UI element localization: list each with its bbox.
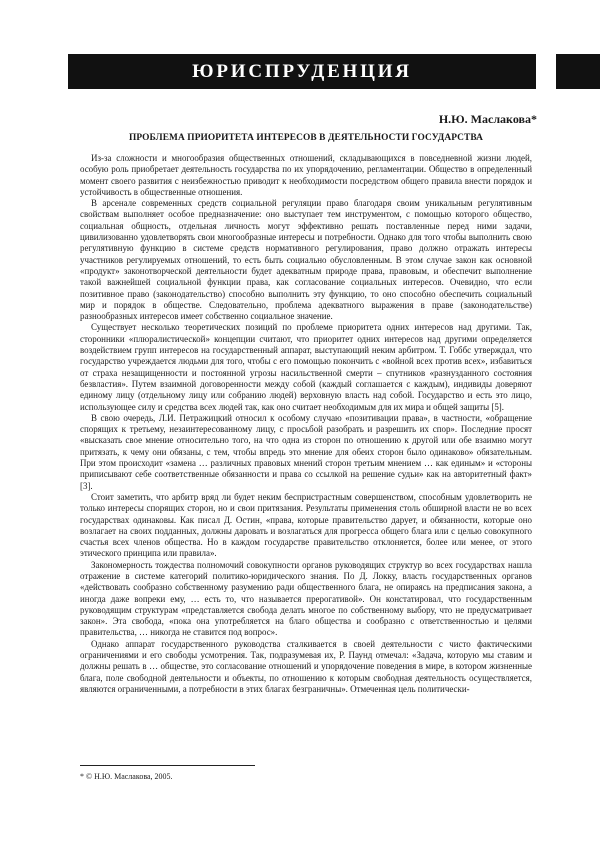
section-title: ЮРИСПРУДЕНЦИЯ [192, 61, 412, 82]
section-edge-tab [556, 54, 600, 89]
article-body [80, 153, 532, 695]
article-title: ПРОБЛЕМА ПРИОРИТЕТА ИНТЕРЕСОВ В ДЕЯТЕЛЬНОСТИ ГОСУДАРСТВА [128, 133, 483, 143]
body-paragraph: Закономерность тождества полномочий совокупности органов руководящих структур во всех государствах нашла отражение в системе категорий политико-юридического знания. По Д. Локку, власть государственных органов «действовать сообразно собственному разумению ради общественного блага, не опираясь на предписания закона, а иногда даже вопреки ему, … есть то, что называется прерогативой». Он констатировал, что государственным руководящим структурам «представляется свобода делать многое по собственному выбору, что не предусматривает закон». Эта свобода, «пока она употребляется на благо общества и сообразно с ответственностью и целями правительства, … никогда не ставится под вопрос». [80, 559, 532, 638]
body-paragraph: В свою очередь, Л.И. Петражицкий относил к особому случаю «позитивации права», в частности, «обращение спорящих к третьему, незаинтересованному лицу, с просьбой разобрать и разрешить их спор». Последние просят «высказать свое мнение относительно того, на что одна из сторон по отношению к другой или обе взаимно могут притязать, к чему они обязаны, с тем, чтобы впредь это мнение для обеих сторон было одинаково» обязательным. При этом происходит «замена … различных правовых мнений сторон третьим мнением … как единым» и «стороны приписывают себе соответственные обязанности и права со ссылкой на решение судьи» как на авторитетный факт» [3]. [80, 412, 532, 491]
footnote: * © Н.Ю. Маслакова, 2005. [80, 772, 173, 781]
section-banner [68, 54, 536, 89]
body-paragraph: В арсенале современных средств социальной регуляции право благодаря своим уникальным регулятивным свойствам выполняет особое предназначение: оно выступает тем инструментом, с помощью которого общество, социальная общность, отдельная личность могут эффективно решать поставленные перед ними задачи, цивилизованно удовлетворять свои многообразные интересы и потребности. Однако для того чтобы выполнить свою регулятивную функцию в системе средств нормативного регулирования, право должно отражать интересы участников регулируемых отношений, то есть быть социально обусловленным. В этом случае закон как основной «продукт» законотворческой деятельности будет адекватным природе права, правовым, и обеспечит выполнение такой важнейшей социальной функции права, как согласование социальных интересов. Очевидно, что если позитивное право (законодательство) способно выполнить эту функцию, то оно способно обеспечить социальный мир и порядок в обществе. Следовательно, проблема адекватного выражения в праве (законодательстве) разнообразных интересов имеет собственно социальное значение. [80, 198, 532, 322]
body-paragraph: Существует несколько теоретических позиций по проблеме приоритета одних интересов над другими. Так, сторонники «плюралистической» концепции считают, что приоритет одних интересов над другими определяется воздействием групп интересов на государственный аппарат, выступающий неким арбитром. Т. Гоббс утверждал, что государство учреждается людьми для того, чтобы с его помощью покончить с «войной всех против всех», избавиться от страха незащищенности и постоянной угрозы насильственной смерти – спутников «разнузданного состояния безвластия». Путем взаимной договоренности между собой (каждый соглашается с каждым), индивиды доверяют единому лицу (отдельному лицу или собранию людей) верховную власть над собой. Государство и есть это лицо, использующее силу и средства всех людей так, как оно считает необходимым для их мира и общей защиты [5]. [80, 322, 532, 412]
body-paragraph: Однако аппарат государственного руководства сталкивается в своей деятельности с чисто фактическими ограничениями и его свободы усмотрения. Так, подразумевая их, Р. Паунд отмечал: «Задача, которую мы ставим и должны решать в … обществе, это согласование отношений и упорядочение поведения в мире, в котором жизненные блага, поле свободной деятельности и объекты, по отношению к которым свободная деятельность осуществляется, являются ограниченными, а потребности в этих благах безграничны». Отмеченная цель политически- [80, 638, 532, 694]
footnote-divider [80, 765, 255, 766]
body-paragraph: Из-за сложности и многообразия общественных отношений, складывающихся в повседневной жизни людей, особую роль приобретает деятельность государства по их упорядочению, регламентации. Общество в определенный момент своего развития с неизбежностью приводит к необходимости посредством общего правила внести порядок и устойчивость в общественные отношения. [80, 153, 532, 197]
body-paragraph: Стоит заметить, что арбитр вряд ли будет неким беспристрастным совершенством, способным удовлетворить не только интересы спорящих сторон, но и свои притязания. Результаты применения столь обширной власти не во всех государствах одинаковы. Как писал Д. Остин, «права, которые правительство дарует, и обязанности, которые оно возлагает на своих подданных, должны даровать и возлагаться для прогресса общего блага или с целью совокупного счастья всех членов общества. Но в каждом государстве правительство отклоняется, более или менее, от этого этического принципа или правила». [80, 491, 532, 559]
article-author: Н.Ю. Маслакова* [438, 112, 537, 126]
